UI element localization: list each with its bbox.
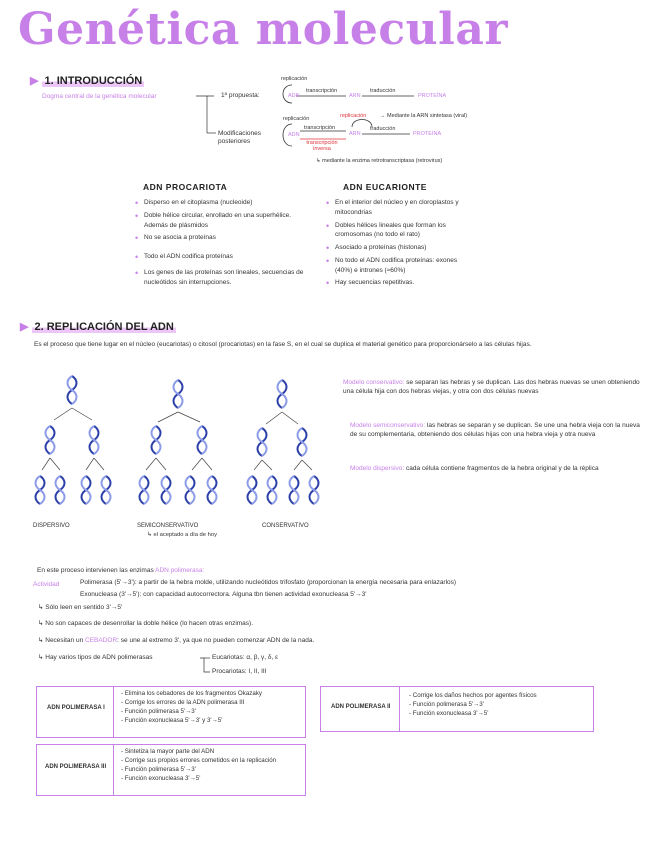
- polymerase-ii-label: ADN POLIMERASA II: [331, 704, 391, 710]
- polymerase-i-label: ADN POLIMERASA I: [47, 705, 105, 711]
- dogma-label: Dogma central de la genética molecular: [42, 93, 157, 100]
- d1-protein: PROTEÍNA: [418, 93, 447, 99]
- polymerase-iii-label: ADN POLIMERASA III: [45, 764, 107, 770]
- d1-replication-label: replicación: [281, 76, 308, 82]
- list-item: - Función polimerasa 5'→3': [121, 766, 276, 775]
- polymerase-iii-box: [36, 744, 306, 796]
- d1-arn: ARN: [349, 93, 361, 99]
- d2-translation-label: traducción: [370, 126, 396, 132]
- dispersive-label: DISPERSIVO: [33, 523, 70, 529]
- d2-rna-synthetase-note: → Mediante la ARN sintetasa (viral): [380, 113, 468, 119]
- d2-arn: ARN: [349, 131, 361, 137]
- polymerase-ii-box: [320, 686, 594, 732]
- d1-transcription-label: transcripción: [306, 88, 338, 94]
- list-item: • Doble hélice circular, enrollado en una superhélice. Además de plásmidos: [135, 211, 315, 231]
- list-item: - Corrige los daños hechos por agentes físicos: [409, 692, 537, 701]
- d2-replication-label: replicación: [283, 116, 310, 122]
- list-item: - Función exonucleasa 3'→5': [121, 775, 276, 784]
- list-item: - Función polimerasa 5'→3': [409, 701, 537, 710]
- list-item: • En el interior del núcleo y en cloroplastos y mitocondrias: [326, 198, 476, 218]
- semiconservative-tree: [140, 380, 217, 504]
- enzymes-intro: En este proceso intervienen las enzimas ADN polimerasa:: [37, 567, 205, 574]
- prokaryote-polymerase-types: Procariotas: I, II, III: [212, 668, 267, 675]
- section-heading-replication: ▶ 2. REPLICACIÓN DEL ADN: [20, 321, 174, 333]
- note-polymerase-types: ↳ Hay varios tipos de ADN polimerasas: [38, 654, 153, 661]
- first-proposal-label: 1ª propuesta:: [221, 92, 260, 99]
- list-item: • Hay secuencias repetitivas.: [326, 278, 476, 288]
- d2-reverse-transcription-label: transcripción inversa: [306, 140, 338, 153]
- list-item: • Disperso en el citoplasma (nucleoide): [135, 198, 315, 208]
- conservative-tree: [248, 380, 319, 504]
- list-item: • Los genes de las proteínas son lineales, secuencias de nucleótidos sin interrupciones.: [135, 268, 315, 288]
- modifications-label: Modificaciones posteriores: [218, 130, 261, 145]
- d2-rna-replication-label: replicación: [340, 113, 367, 119]
- d1-translation-label: traducción: [370, 88, 396, 94]
- list-item: • No se asocia a proteínas: [135, 233, 315, 243]
- polymerase-i-list: [121, 690, 262, 726]
- replication-intro: Es el proceso que tiene lugar en el núcleo (eucariotas) o citosol (procariotas) en la fase S, en el cual se duplica el material genético para proporcionárselo a las células hijas.: [34, 341, 532, 348]
- model-dispersive-text: Modelo dispersivo: cada célula contiene fragmentos de la hebra original y de la réplica: [350, 465, 599, 472]
- polymerase-activity: Polimerasa (5'→3'): a partir de la hebra molde, utilizando nucleótidos trifosfato (proporcionan la energía necesaria para enlazarlos): [80, 579, 457, 586]
- polymerase-iii-list: [121, 748, 276, 784]
- polymerase-i-box: [36, 686, 306, 738]
- triangle-icon: ▶: [30, 75, 39, 87]
- list-item: - Corrige los errores de la ADN polimerasa III: [121, 699, 262, 708]
- list-item: - Función exonucleasa 5'→3' y 3'→5': [121, 717, 262, 726]
- replication-models-diagram: [30, 372, 340, 520]
- list-item: - Elimina los cebadores de los fragmentos Okazaky: [121, 690, 262, 699]
- exonuclease-activity: Exonucleasa (3'→5'): con capacidad autocorrectora. Alguna tbn tienen actividad exonucleasa 5'→3': [80, 591, 367, 598]
- eukaryote-heading: ADN EUCARIONTE: [343, 182, 427, 192]
- d2-retrotranscriptase-note: ↳ mediante la enzima retrotranscriptasa (retrovirus): [316, 158, 443, 164]
- note-read-direction: ↳ Sólo leen en sentido 3'→5': [38, 604, 123, 611]
- d2-protein: PROTEÍNA: [413, 131, 442, 137]
- semiconservative-label: SEMICONSERVATIVO: [137, 523, 199, 529]
- triangle-icon: ▶: [20, 321, 29, 333]
- model-semiconservative-text: Modelo semiconservativo: las hebras se separan y se duplican. Se une una hebra vieja con la nueva de su complementaria, obteniendo dos células hijas con una hebra vieja y otra nueva: [350, 422, 640, 439]
- eukaryote-polymerase-types: Eucariotas: α, β, γ, δ, ε: [212, 654, 279, 661]
- model-conservative-text: Modelo conservativo: se separan las hebras y se duplican. Las dos hebras nuevas se unen obteniendo una célula hija con dos hebras viejas, y otra con dos células nuevas: [343, 379, 640, 396]
- list-item: - Sintetiza la mayor parte del ADN: [121, 748, 276, 757]
- list-item: • No todo el ADN codifica proteínas: exones (40%) e intrones (≈60%): [326, 256, 476, 276]
- note-primer: ↳ Necesitan un CEBADOR: se une al extremo 3', ya que no pueden comenzar ADN de la nada.: [38, 637, 315, 644]
- conservative-label: CONSERVATIVO: [262, 523, 309, 529]
- prokaryote-list: [135, 198, 315, 290]
- page-title: Genética molecular: [18, 4, 509, 55]
- eukaryote-list: [326, 198, 476, 291]
- note-unwind: ↳ No son capaces de desenrollar la doble hélice (lo hacen otras enzimas).: [38, 620, 254, 627]
- list-item: • Dobles hélices lineales que forman los cromosomas (no todo el rato): [326, 221, 476, 241]
- d2-transcription-label: transcripción: [304, 125, 336, 131]
- list-item: • Todo el ADN codifica proteínas: [135, 252, 315, 262]
- list-item: • Asociado a proteínas (histonas): [326, 243, 476, 253]
- activity-label: Actividad: [33, 581, 60, 588]
- prokaryote-heading: ADN PROCARIOTA: [143, 182, 228, 192]
- polymerase-ii-list: [409, 692, 537, 719]
- dispersive-tree: [36, 376, 111, 504]
- section-heading-intro: ▶ 1. INTRODUCCIÓN: [30, 75, 143, 87]
- d2-adn: ADN: [288, 132, 300, 138]
- d1-adn: ADN: [288, 93, 300, 99]
- list-item: - Función polimerasa 5'→3': [121, 708, 262, 717]
- semiconservative-note: ↳ el aceptado a día de hoy: [147, 532, 217, 538]
- list-item: - Función exonucleasa 3'→5': [409, 710, 537, 719]
- list-item: - Corrige sus propios errores cometidos en la replicación: [121, 757, 276, 766]
